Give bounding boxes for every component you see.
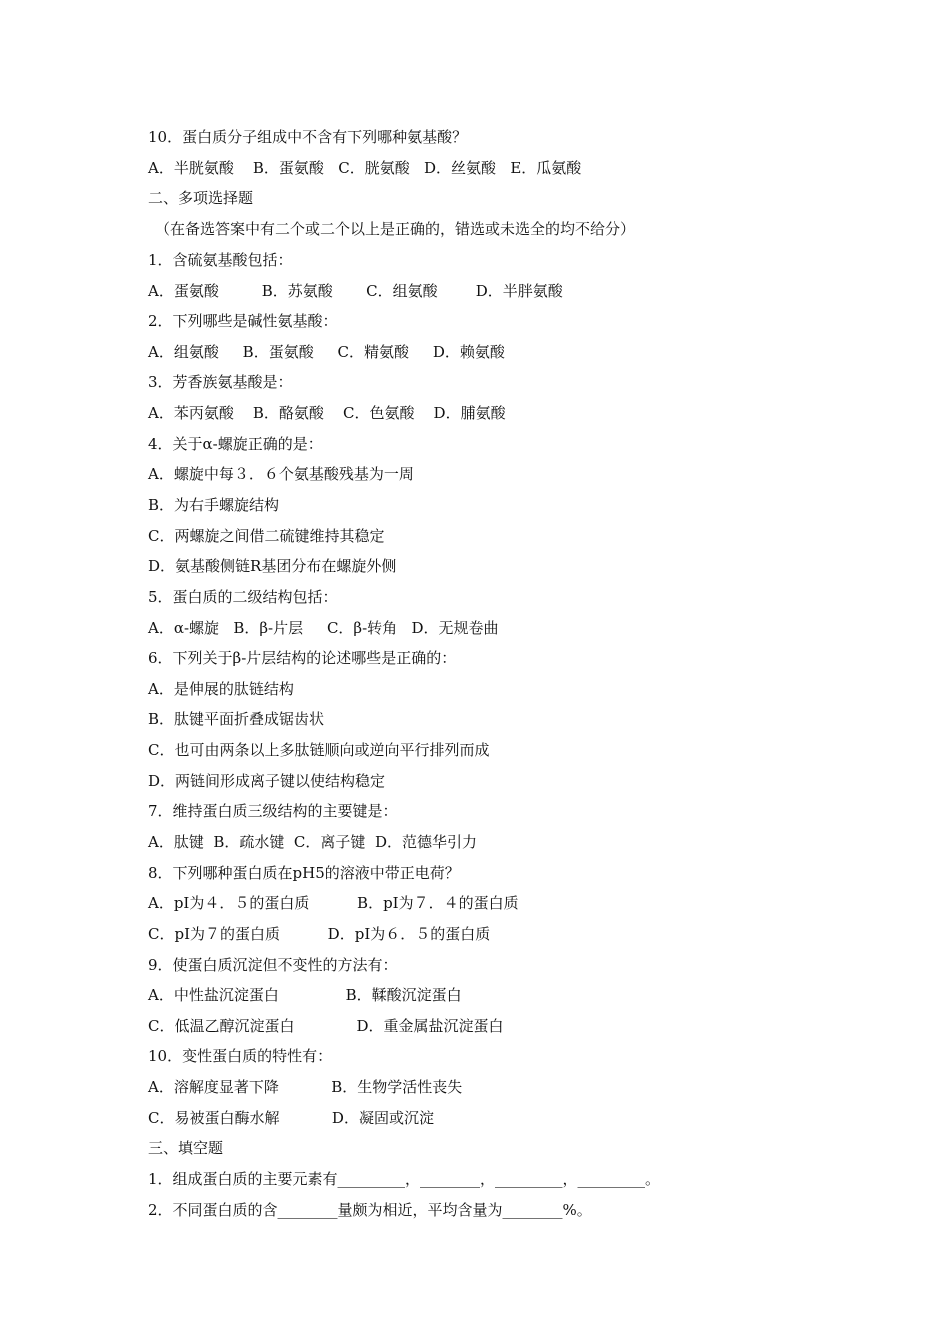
question-10-options-cd: C．易被蛋白酶水解 D．凝固或沉淀 (148, 1109, 434, 1127)
section-heading-fill-in: 三、填空题 (148, 1139, 224, 1157)
question-10-options: A．半胱氨酸 B．蛋氨酸 C．胱氨酸 D．丝氨酸 E．瓜氨酸 (148, 159, 582, 177)
fill-in-question-2: 2．不同蛋白质的含________量颇为相近，平均含量为________%。 (148, 1201, 592, 1219)
question-6-option-b: B．肽键平面折叠成锯齿状 (148, 710, 325, 728)
section-heading-multiple-choice: 二、多项选择题 (148, 189, 254, 207)
question-4-option-c: C．两螺旋之间借二硫键维持其稳定 (148, 527, 385, 545)
question-3-options: A．苯丙氨酸 B．酪氨酸 C．色氨酸 D．脯氨酸 (148, 404, 506, 422)
question-10-options-ab: A．溶解度显著下降 B．生物学活性丧失 (148, 1078, 463, 1096)
question-7: 7．维持蛋白质三级结构的主要键是： (148, 802, 398, 820)
question-7-options: A．肽键 B．疏水键 C．离子键 D．范德华引力 (148, 833, 477, 851)
question-3: 3．芳香族氨基酸是： (148, 373, 293, 391)
question-2-options: A．组氨酸 B．蛋氨酸 C．精氨酸 D．赖氨酸 (148, 343, 505, 361)
fill-in-question-1: 1．组成蛋白质的主要元素有_________，________，_________，_________。 (148, 1170, 661, 1188)
question-5-options: A．α-螺旋 B．β-片层 C．β-转角 D．无规卷曲 (148, 619, 499, 637)
question-6-option-a: A．是伸展的肽链结构 (148, 680, 294, 698)
question-6-option-c: C．也可由两条以上多肽链顺向或逆向平行排列而成 (148, 741, 490, 759)
question-5: 5．蛋白质的二级结构包括： (148, 588, 338, 606)
question-1-options: A．蛋氨酸 B．苏氨酸 C．组氨酸 D．半胖氨酸 (148, 282, 563, 300)
question-6: 6．下列关于β-片层结构的论述哪些是正确的： (148, 649, 457, 667)
question-8-options-ab: A．pI为４．５的蛋白质 B．pI为７．４的蛋白质 (148, 894, 519, 912)
question-9-options-ab: A．中性盐沉淀蛋白 B．鞣酸沉淀蛋白 (148, 986, 462, 1004)
question-10-multiple: 10．变性蛋白质的特性有： (148, 1047, 333, 1065)
question-10-single: 10．蛋白质分子组成中不含有下列哪种氨基酸？ (148, 128, 468, 146)
question-4: 4．关于α-螺旋正确的是： (148, 435, 323, 453)
question-6-option-d: D．两链间形成离子键以使结构稳定 (148, 772, 386, 790)
section-instruction: （在备选答案中有二个或二个以上是正确的，错选或未选全的均不给分） (155, 220, 636, 238)
question-8-options-cd: C．pI为７的蛋白质 D．pI为６．５的蛋白质 (148, 925, 491, 943)
question-8: 8．下列哪种蛋白质在pH5的溶液中带正电荷？ (148, 864, 460, 882)
question-9-options-cd: C．低温乙醇沉淀蛋白 D．重金属盐沉淀蛋白 (148, 1017, 504, 1035)
question-9: 9．使蛋白质沉淀但不变性的方法有： (148, 956, 398, 974)
question-1: 1．含硫氨基酸包括： (148, 251, 293, 269)
question-2: 2．下列哪些是碱性氨基酸： (148, 312, 338, 330)
question-4-option-b: B．为右手螺旋结构 (148, 496, 280, 514)
question-4-option-d: D．氨基酸侧链R基团分布在螺旋外侧 (148, 557, 397, 575)
question-4-option-a: A．螺旋中每３．６个氨基酸残基为一周 (148, 465, 414, 483)
